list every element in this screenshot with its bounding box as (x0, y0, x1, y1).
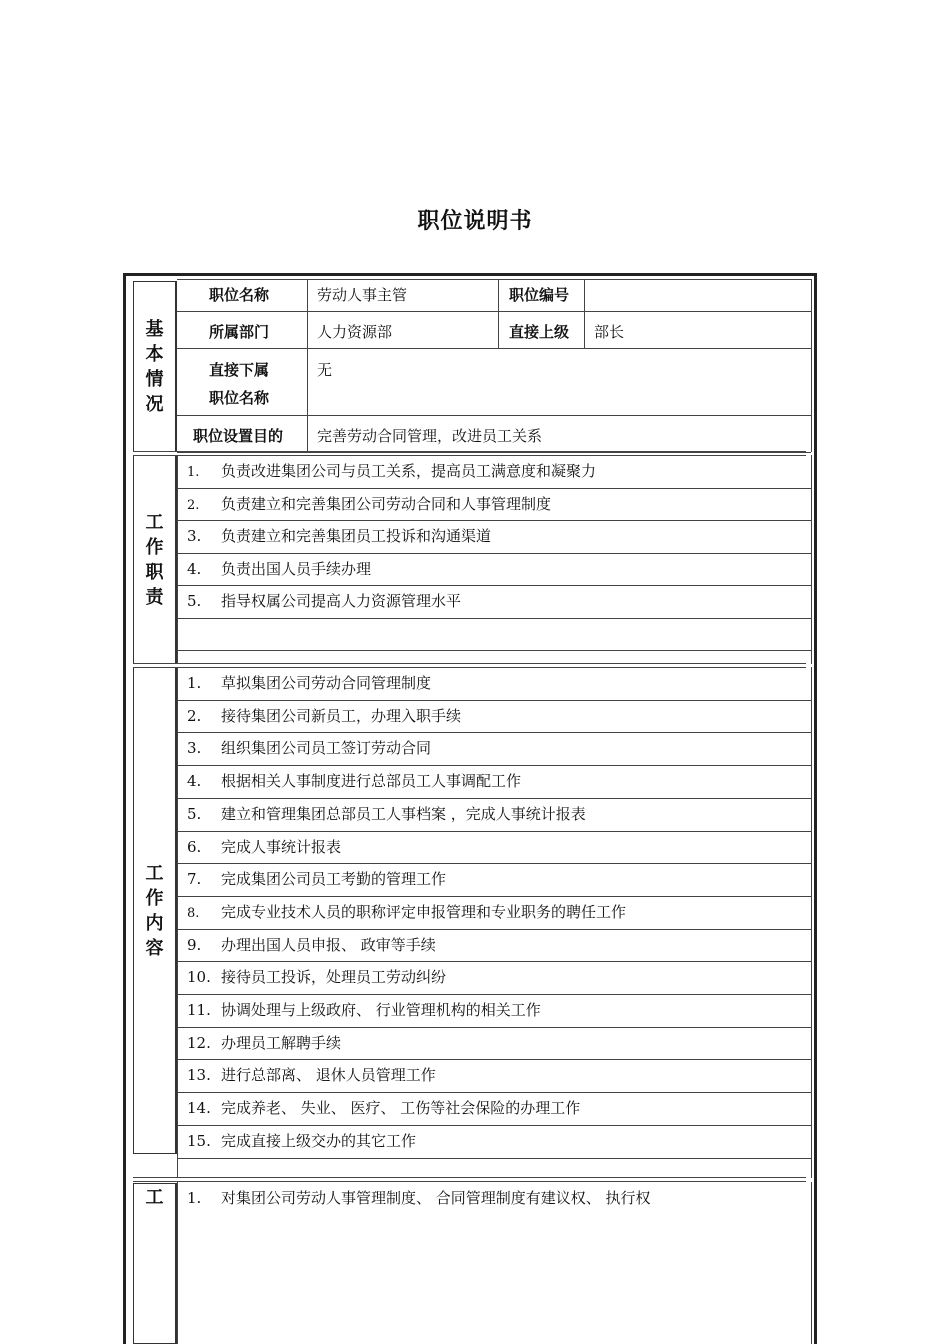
work-content-item (187, 672, 431, 693)
row-divider (177, 798, 811, 799)
work-content-item-text: 完成养老、 失业、 医疗、 工伤等社会保险的办理工作 (221, 1099, 581, 1118)
work-content-item-number: 1. (187, 674, 202, 692)
duty-item-text: 负责建立和完善集团公司劳动合同和人事管理制度 (221, 494, 552, 513)
duty-item-number: 1. (187, 465, 200, 480)
work-content-item-number: 14. (187, 1099, 211, 1118)
work-content-item (187, 999, 541, 1020)
section-duties-char: 责 (145, 586, 164, 608)
work-content-item (187, 1097, 580, 1118)
grid-line (811, 1182, 812, 1344)
grid-line (811, 667, 812, 1178)
row-divider (177, 994, 811, 995)
position-name-value: 劳动人事主管 (317, 286, 408, 304)
section-duties-char: 职 (145, 561, 164, 583)
work-content-item (187, 836, 341, 857)
duty-item-text: 负责出国人员手续办理 (221, 559, 372, 578)
row-divider (177, 929, 811, 930)
subordinate-label-line1: 直接下属 (209, 361, 270, 379)
work-content-item-text: 完成集团公司员工考勤的管理工作 (221, 870, 447, 889)
work-content-item-text: 完成专业技术人员的职称评定申报管理和专业职务的聘任工作 (221, 902, 627, 921)
work-content-item (187, 803, 586, 824)
row-divider (177, 488, 811, 489)
work-content-item-number: 6. (187, 837, 202, 856)
section-work-content-char: 工 (145, 862, 164, 884)
work-content-item (187, 1064, 436, 1085)
row-divider (177, 765, 811, 766)
row-divider (177, 520, 811, 521)
work-content-item-number: 3. (187, 739, 202, 758)
work-content-item-text: 组织集团公司员工签订劳动合同 (221, 739, 432, 758)
work-content-item (187, 934, 436, 955)
work-content-item-number: 8. (187, 905, 200, 921)
row-divider (177, 700, 811, 701)
row-divider (177, 1092, 811, 1093)
right-item-text: 对集团公司劳动人事管理制度、 合同管理制度有建议权、 执行权 (221, 1189, 651, 1207)
section-rights (133, 1183, 177, 1344)
duty-item (187, 590, 461, 611)
duty-item-text: 负责建立和完善集团员工投诉和沟通渠道 (221, 527, 492, 545)
section-divider (133, 663, 806, 668)
work-content-item-number: 2. (187, 706, 202, 725)
subordinate-value: 无 (317, 361, 333, 379)
grid-line (177, 348, 811, 349)
superior-value: 部长 (594, 323, 625, 341)
work-content-item-text: 办理员工解聘手续 (221, 1033, 342, 1052)
department-label: 所属部门 (209, 323, 270, 341)
work-content-item-text: 接待集团公司新员工，办理入职手续 (221, 706, 462, 725)
work-content-item-text: 根据相关人事制度进行总部员工人事调配工作 (221, 772, 522, 791)
grid-line (177, 455, 178, 664)
purpose-label: 职位设置目的 (193, 427, 284, 445)
row-divider (177, 961, 811, 962)
work-content-item-number: 15. (187, 1131, 211, 1150)
section-divider (133, 451, 806, 456)
row-divider (177, 1027, 811, 1028)
right-item (187, 1187, 651, 1208)
work-content-item (187, 737, 431, 758)
work-content-item-text: 完成直接上级交办的其它工作 (221, 1131, 417, 1150)
grid-line (177, 279, 811, 280)
work-content-item (187, 901, 626, 922)
section-rights-char: 工 (145, 1187, 164, 1208)
row-divider (177, 650, 811, 651)
duty-item-number: 4. (187, 559, 202, 578)
work-content-item-number: 10. (187, 968, 211, 987)
section-basic-info-char: 情 (145, 368, 164, 390)
duty-item (187, 460, 596, 481)
department-value: 人力资源部 (317, 323, 393, 341)
section-work-content-char: 内 (145, 912, 164, 934)
section-duties (133, 455, 177, 664)
section-work-content (133, 667, 177, 1154)
grid-line (498, 279, 499, 348)
section-basic-info-char: 基 (145, 318, 164, 340)
row-divider (177, 896, 811, 897)
row-divider (177, 1158, 811, 1159)
grid-line (811, 279, 812, 452)
grid-line (584, 279, 585, 348)
section-basic-info-char: 况 (145, 393, 164, 415)
section-divider (133, 1177, 806, 1182)
work-content-item-number: 12. (187, 1033, 211, 1052)
work-content-item-number: 9. (187, 935, 202, 954)
position-no-label: 职位编号 (509, 286, 570, 304)
section-basic-info-char: 本 (145, 343, 164, 365)
grid-line (811, 455, 812, 664)
duty-item-number: 2. (187, 497, 200, 513)
position-name-label: 职位名称 (209, 286, 270, 304)
grid-line (177, 415, 811, 416)
section-duties-char: 工 (145, 511, 164, 533)
superior-label: 直接上级 (509, 323, 570, 341)
section-work-content-char: 容 (145, 937, 164, 959)
document-title: 职位说明书 (417, 209, 533, 234)
work-content-item-number: 7. (187, 870, 202, 889)
duty-item-text: 负责改进集团公司与员工关系，提高员工满意度和凝聚力 (221, 462, 597, 480)
subordinate-label-line2: 职位名称 (209, 389, 270, 407)
grid-line (177, 667, 178, 1178)
row-divider (177, 1059, 811, 1060)
work-content-item (187, 868, 446, 889)
section-work-content-char: 作 (145, 887, 164, 909)
work-content-item-text: 接待员工投诉，处理员工劳动纠纷 (221, 968, 447, 987)
row-divider (177, 618, 811, 619)
work-content-item (187, 770, 521, 791)
work-content-item-text: 协调处理与上级政府、 行业管理机构的相关工作 (221, 1001, 541, 1019)
duty-item-number: 3. (187, 527, 202, 545)
grid-line (177, 1182, 178, 1344)
work-content-item-number: 11. (187, 1001, 211, 1019)
work-content-item (187, 966, 446, 987)
work-content-item-number: 13. (187, 1066, 211, 1085)
duty-item (187, 525, 491, 546)
work-content-item-text: 办理出国人员申报、 政审等手续 (221, 935, 436, 954)
grid-line (307, 279, 308, 452)
row-divider (177, 732, 811, 733)
work-content-item-text: 草拟集团公司劳动合同管理制度 (221, 674, 432, 692)
duty-item-number: 5. (187, 592, 202, 610)
work-content-item (187, 1130, 416, 1151)
work-content-item-text: 进行总部离、 退休人员管理工作 (221, 1066, 436, 1085)
row-divider (177, 1125, 811, 1126)
work-content-item-text: 建立和管理集团总部员工人事档案 ，完成人事统计报表 (221, 804, 586, 823)
right-item-number: 1. (187, 1189, 202, 1207)
row-divider (177, 553, 811, 554)
row-divider (177, 585, 811, 586)
duty-item (187, 493, 551, 514)
row-divider (177, 831, 811, 832)
duty-item (187, 558, 371, 579)
row-divider (177, 863, 811, 864)
work-content-item-number: 5. (187, 804, 202, 823)
section-duties-char: 作 (145, 536, 164, 558)
work-content-item (187, 1032, 341, 1053)
grid-line (177, 311, 811, 312)
work-content-item-number: 4. (187, 772, 202, 791)
work-content-item (187, 705, 461, 726)
purpose-value: 完善劳动合同管理，改进员工关系 (317, 427, 543, 445)
duty-item-text: 指导权属公司提高人力资源管理水平 (221, 592, 462, 610)
section-basic-info (133, 281, 177, 452)
work-content-item-text: 完成人事统计报表 (221, 837, 342, 856)
